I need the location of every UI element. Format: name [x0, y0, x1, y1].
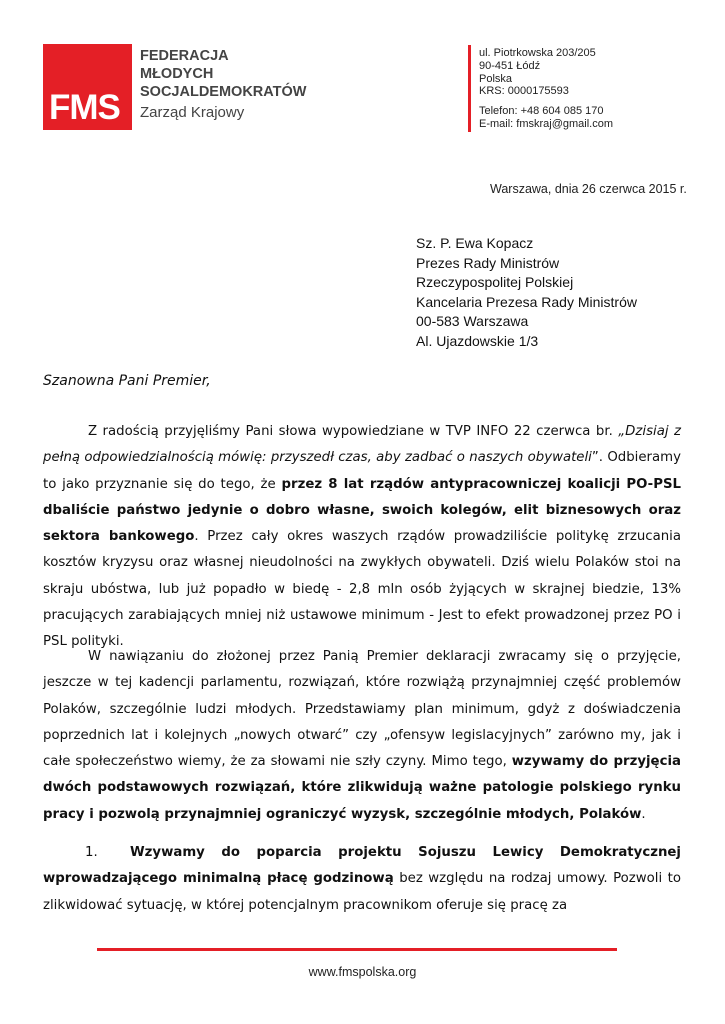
contact-block [479, 105, 613, 131]
paragraph-1: Z radością przyjęliśmy Pani słowa wypowiedziane w TVP INFO 22 czerwca br. „Dzisiaj z pełną odpowiedzialnością mówię: przyszedł czas, aby zadbać o naszych obywateli”. Odbieramy to jako przyznanie się do tego, że przez 8 lat rządów antypracowniczej koalicji PO-PSL dbaliście państwo jedynie o dobro własne, swoich kolegów, elit biznesowych oraz sektora bankowego. Przez cały okres waszych rządów prowadziliście politykę zrzucania kosztów kryzysu oraz własnej nieudolności na zwykłych obywateli. Dziś wielu Polaków stoi na skraju ubóstwa, lub już popadło w biedę - 2,8 mln osób żyjących w skrajnej biedzie, 13% pracujących zarabiających mniej niż ustawowe minimum - Jest to efekt prowadzonej przez PO i PSL polityki. [43, 424, 682, 650]
footer-website: www.fmspolska.org [308, 965, 417, 979]
footer-divider [97, 948, 617, 951]
list-number: 1. [85, 845, 98, 860]
logo-text: FMS [49, 88, 120, 127]
paragraph-3: 1. Wzywamy do poparcia projektu Sojuszu Lewicy Demokratycznej wprowadzającego minimalną płacę godzinową bez względu na rodzaj umowy. Pozwoli to zlikwidować sytuację, w której potencjalnym pracownikom oferuje się pracę za [43, 840, 681, 919]
recipient-address: Sz. P. Ewa Kopacz Prezes Rady Ministrów Rzeczypospolitej Polskiej Kancelaria Prezesa Rady Ministrów 00-583 Warszawa Al. Ujazdowskie 1/3 [416, 235, 637, 349]
header-divider [468, 45, 471, 132]
paragraph-2: W nawiązaniu do złożonej przez Panią Premier deklaracji zwracamy się o przyjęcie, jeszcze w tej kadencji parlamentu, rozwiązań, które rozwiążą przynajmniej część problemów Polaków, szczególnie ludzi młodych. Przedstawiamy plan minimum, gdyż z doświadczenia poprzednich lat i kolejnych „nowych otwarć” czy „ofensyw legislacyjnych” zarówno my, jak i całe społeczeństwo wiemy, że za słowami nie szły czyny. Mimo tego, wzywamy do przyjęcia dwóch podstawowych rozwiązań, które zlikwidują ważne patologie polskiego rynku pracy i pozwolą przynajmniej ograniczyć wyzysk, szczególnie młodych, Polaków. [43, 649, 681, 822]
fms-logo [43, 44, 132, 130]
salutation: Szanowna Pani Premier, [43, 373, 211, 389]
address-block: ul. Piotrkowska 203/205 90-451 Łódź Polska KRS: 0000175593 [479, 47, 596, 98]
organization-subtitle: Zarząd Krajowy [140, 104, 245, 121]
email: E-mail: fmskraj@gmail.com [479, 118, 614, 130]
date-line: Warszawa, dnia 26 czerwca 2015 r. [490, 182, 687, 196]
phone: Telefon: +48 604 085 170 [479, 105, 604, 117]
organization-name: FEDERACJA MŁODYCH SOCJALDEMOKRATÓW [140, 48, 307, 100]
